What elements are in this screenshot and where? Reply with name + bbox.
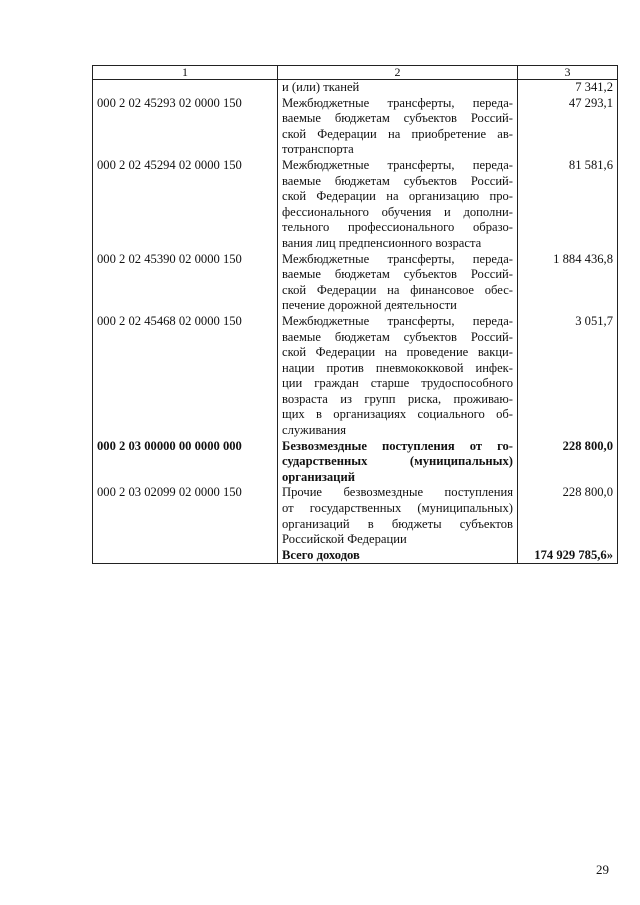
description-line: фессионального обучения и дополни- <box>282 204 513 219</box>
description-line: ской Федерации на организацию про- <box>282 189 513 204</box>
description-line: ваемые бюджетам субъектов Россий- <box>282 111 513 126</box>
description-line: служивания <box>282 423 347 438</box>
amount-value: 47 293,1 <box>518 96 618 158</box>
description-line: нации против пневмококковой инфек- <box>282 360 513 375</box>
description-line: ции граждан старше трудоспособного <box>282 376 513 391</box>
table-row <box>93 548 618 564</box>
description-line: Межбюджетные трансферты, переда- <box>282 157 513 172</box>
revenue-description <box>278 252 518 314</box>
revenue-description <box>278 548 518 564</box>
description-line: Межбюджетные трансферты, переда- <box>282 313 513 328</box>
table-row <box>93 439 618 486</box>
revenue-description <box>278 158 518 252</box>
description-line: Межбюджетные трансферты, переда- <box>282 251 513 266</box>
table-row <box>93 252 618 314</box>
amount-value: 81 581,6 <box>518 158 618 252</box>
description-line: Российской Федерации <box>282 532 407 547</box>
table-row <box>93 314 618 439</box>
description-line: вания лиц предпенсионного возраста <box>282 235 482 250</box>
description-line: ской Федерации на проведение вакци- <box>282 345 513 360</box>
budget-code: 000 2 03 00000 00 0000 000 <box>93 439 278 486</box>
table-header-row <box>93 66 618 80</box>
description-line: ской Федерации на приобретение ав- <box>282 126 513 141</box>
budget-code <box>93 80 278 96</box>
table-row <box>93 96 618 158</box>
description-line: ваемые бюджетам субъектов Россий- <box>282 329 513 344</box>
description-line: Прочие безвозмездные поступления <box>282 485 513 500</box>
column-header-2: 2 <box>278 66 518 80</box>
description-line: и (или) тканей <box>282 80 360 94</box>
amount-value: 7 341,2 <box>518 80 618 96</box>
table-row <box>93 485 618 547</box>
table-row <box>93 80 618 96</box>
description-line: организаций <box>282 469 355 484</box>
amount-value: 174 929 785,6» <box>518 548 618 564</box>
revenue-description <box>278 485 518 547</box>
revenue-description <box>278 96 518 158</box>
column-header-3: 3 <box>518 66 618 80</box>
description-line: ваемые бюджетам субъектов Россий- <box>282 267 513 282</box>
description-line: организаций в бюджеты субъектов <box>282 516 513 531</box>
description-line: Безвозмездные поступления от го- <box>282 438 513 453</box>
revenue-description <box>278 314 518 439</box>
budget-code: 000 2 02 45468 02 0000 150 <box>93 314 278 439</box>
amount-value: 1 884 436,8 <box>518 252 618 314</box>
table-row <box>93 158 618 252</box>
budget-code: 000 2 03 02099 02 0000 150 <box>93 485 278 547</box>
budget-code: 000 2 02 45390 02 0000 150 <box>93 252 278 314</box>
description-line: от государственных (муниципальных) <box>282 501 513 516</box>
description-line: сударственных (муниципальных) <box>282 454 513 469</box>
page-number: 29 <box>596 862 609 877</box>
description-line: ской Федерации на финансовое обес- <box>282 282 513 297</box>
column-header-1: 1 <box>93 66 278 80</box>
revenue-description <box>278 80 518 96</box>
description-line: возраста из групп риска, проживаю- <box>282 391 513 406</box>
description-line: тельного профессионального образо- <box>282 220 513 235</box>
revenue-description <box>278 439 518 486</box>
budget-code: 000 2 02 45294 02 0000 150 <box>93 158 278 252</box>
description-line: щих в организациях социального об- <box>282 407 513 422</box>
amount-value: 3 051,7 <box>518 314 618 439</box>
budget-code: 000 2 02 45293 02 0000 150 <box>93 96 278 158</box>
amount-value: 228 800,0 <box>518 485 618 547</box>
description-line: печение дорожной деятельности <box>282 298 457 313</box>
description-line: Межбюджетные трансферты, переда- <box>282 95 513 110</box>
budget-code <box>93 548 278 564</box>
revenue-table <box>92 65 618 564</box>
description-line: Всего доходов <box>282 547 360 562</box>
amount-value: 228 800,0 <box>518 439 618 486</box>
description-line: тотранспорта <box>282 142 354 157</box>
description-line: ваемые бюджетам субъектов Россий- <box>282 173 513 188</box>
